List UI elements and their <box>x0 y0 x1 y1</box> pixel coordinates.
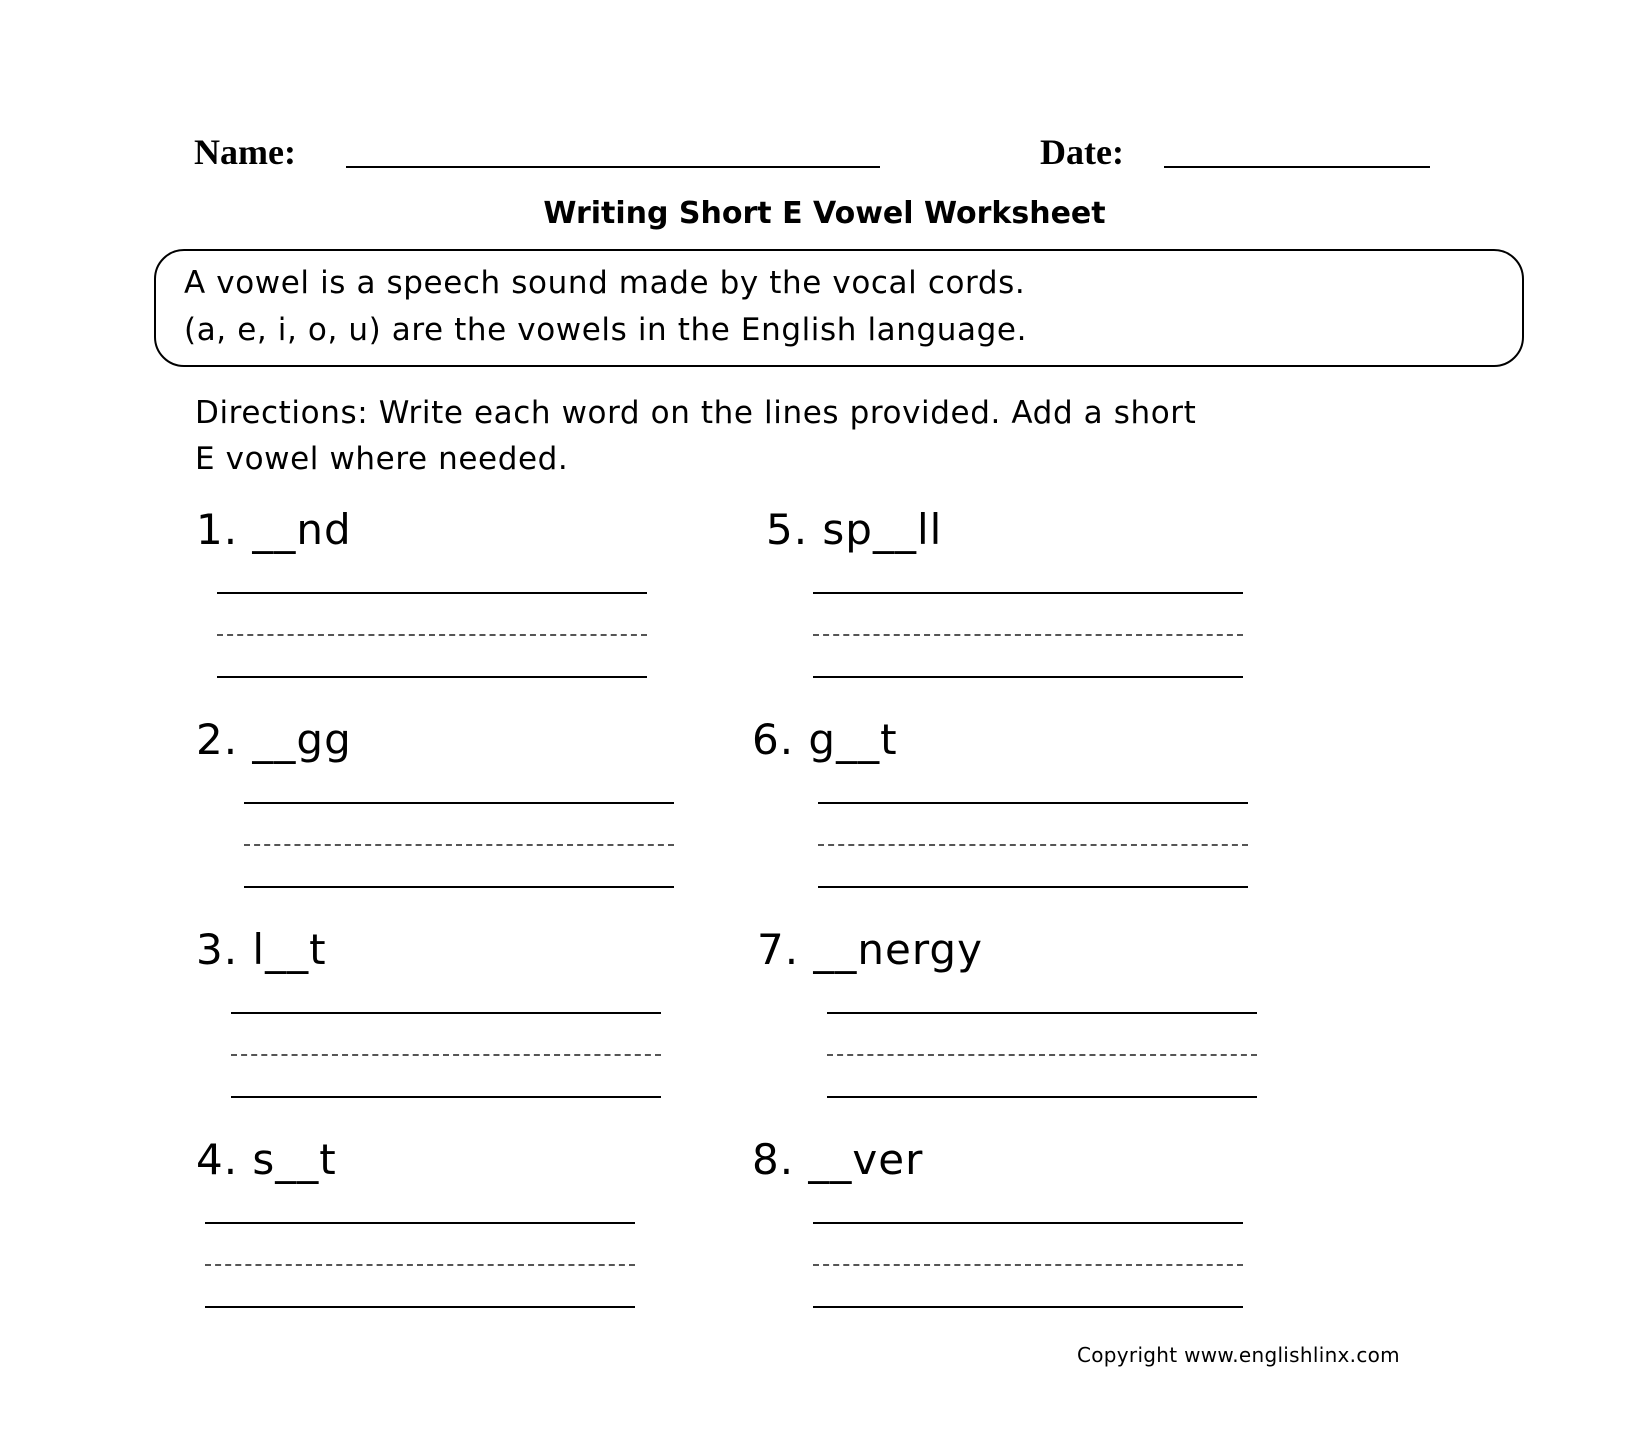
definition-line-2: (a, e, i, o, u) are the vowels in the English language. <box>184 312 1028 348</box>
worksheet-title: Writing Short E Vowel Worksheet <box>543 196 1106 231</box>
base-line <box>813 1306 1243 1308</box>
top-line <box>244 802 674 804</box>
date-field[interactable] <box>1164 166 1430 168</box>
midline <box>217 634 647 636</box>
definition-line-1: A vowel is a speech sound made by the vocal cords. <box>184 265 1026 301</box>
item-label-6: 6. g__t <box>752 715 898 764</box>
base-line <box>827 1096 1257 1098</box>
item-label-7: 7. __nergy <box>757 925 983 974</box>
midline <box>244 844 674 846</box>
base-line <box>818 886 1248 888</box>
item-label-5: 5. sp__ll <box>766 505 943 554</box>
base-line <box>231 1096 661 1098</box>
midline <box>813 634 1243 636</box>
top-line <box>813 1222 1243 1224</box>
midline <box>205 1264 635 1266</box>
top-line <box>818 802 1248 804</box>
top-line <box>827 1012 1257 1014</box>
date-label: Date: <box>1040 132 1124 172</box>
top-line <box>231 1012 661 1014</box>
base-line <box>813 676 1243 678</box>
base-line <box>205 1306 635 1308</box>
item-label-8: 8. __ver <box>752 1135 924 1184</box>
item-label-3: 3. l__t <box>196 925 327 974</box>
midline <box>827 1054 1257 1056</box>
directions-line-1: Directions: Write each word on the lines provided. Add a short <box>195 395 1197 431</box>
directions-line-2: E vowel where needed. <box>195 441 569 477</box>
copyright-notice: Copyright www.englishlinx.com <box>1077 1343 1400 1367</box>
midline <box>231 1054 661 1056</box>
midline <box>813 1264 1243 1266</box>
name-field[interactable] <box>346 166 880 168</box>
midline <box>818 844 1248 846</box>
item-label-1: 1. __nd <box>196 505 352 554</box>
top-line <box>217 592 647 594</box>
base-line <box>217 676 647 678</box>
base-line <box>244 886 674 888</box>
item-label-4: 4. s__t <box>196 1135 337 1184</box>
top-line <box>205 1222 635 1224</box>
top-line <box>813 592 1243 594</box>
name-label: Name: <box>194 132 296 172</box>
item-label-2: 2. __gg <box>196 715 352 764</box>
